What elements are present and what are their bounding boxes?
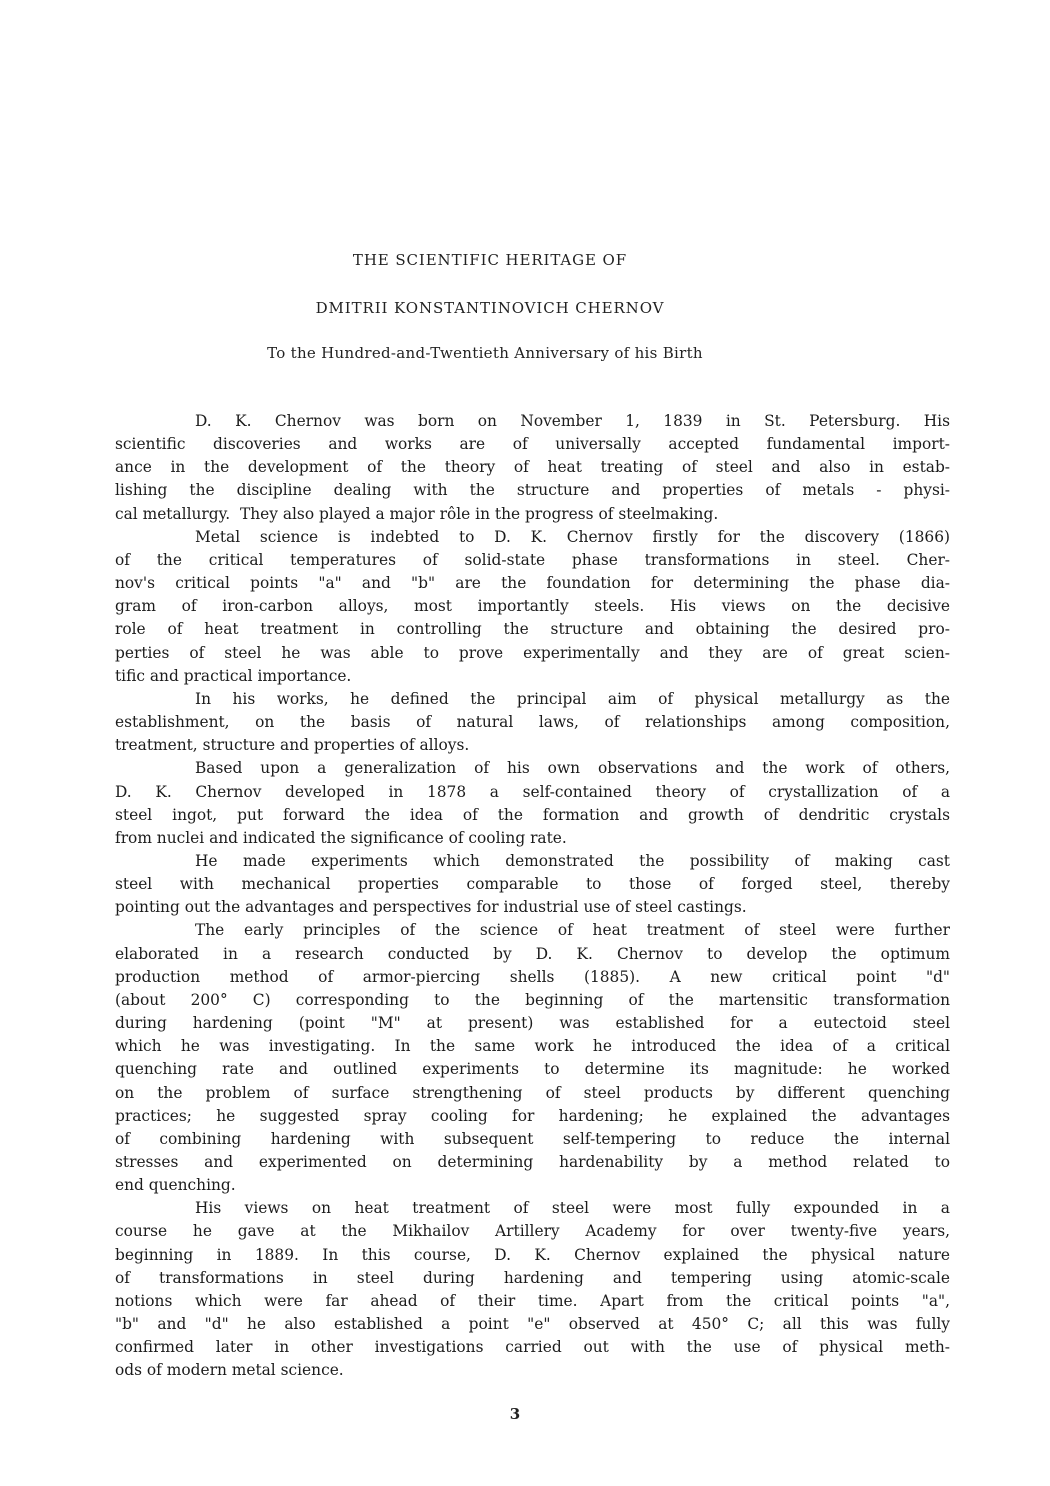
text-line: ance in the development of the theory of heat treating of steel and also in estab- bbox=[115, 458, 950, 477]
text-line: pointing out the advantages and perspectives for industrial use of steel castings. bbox=[115, 898, 747, 917]
text-line: elaborated in a research conducted by D. K. Chernov to develop the optimum bbox=[115, 944, 950, 963]
text-line: perties of steel he was able to prove experimentally and they are of great scien- bbox=[115, 643, 950, 662]
text-line: (about 200° C) corresponding to the beginning of the martensitic transformation bbox=[115, 990, 950, 1009]
text-line: nov's critical points "a" and "b" are the foundation for determining the phase dia- bbox=[115, 574, 950, 593]
title-line-2: DMITRII KONSTANTINOVICH CHERNOV bbox=[315, 299, 665, 317]
paragraph bbox=[115, 757, 950, 850]
text-line: steel with mechanical properties comparable to those of forged steel, thereby bbox=[115, 875, 950, 894]
text-line: establishment, on the basis of natural laws, of relationships among composition, bbox=[115, 713, 950, 732]
subtitle: To the Hundred-and-Twentieth Anniversary of his Birth bbox=[267, 344, 703, 362]
text-line: of combining hardening with subsequent self-tempering to reduce the internal bbox=[115, 1129, 950, 1148]
paragraph bbox=[115, 850, 950, 919]
text-line: of transformations in steel during hardening and tempering using atomic-scale bbox=[115, 1268, 950, 1287]
text-line: which he was investigating. In the same work he introduced the idea of a critical bbox=[115, 1037, 950, 1056]
paragraph bbox=[115, 526, 950, 688]
text-line: Based upon a generalization of his own observations and the work of others, bbox=[195, 759, 950, 778]
paragraph bbox=[115, 919, 950, 1197]
text-line: of the critical temperatures of solid-state phase transformations in steel. Cher- bbox=[115, 550, 950, 569]
page-number: 3 bbox=[509, 1405, 521, 1423]
text-line: treatment, structure and properties of alloys. bbox=[115, 736, 470, 755]
text-line: scientific discoveries and works are of universally accepted fundamental import- bbox=[115, 435, 950, 454]
text-line: end quenching. bbox=[115, 1176, 236, 1195]
text-line: production method of armor-piercing shells (1885). A new critical point "d" bbox=[115, 967, 950, 986]
text-line: gram of iron-carbon alloys, most importantly steels. His views on the decisive bbox=[115, 597, 950, 616]
title-line-1: THE SCIENTIFIC HERITAGE OF bbox=[352, 251, 628, 269]
paragraph bbox=[115, 1197, 950, 1382]
text-line: confirmed later in other investigations carried out with the use of physical meth- bbox=[115, 1338, 950, 1357]
text-line: on the problem of surface strengthening of steel products by different quenching bbox=[115, 1083, 950, 1102]
article-body bbox=[115, 410, 950, 1383]
text-line: lishing the discipline dealing with the structure and properties of metals - physi- bbox=[115, 481, 950, 500]
text-line: practices; he suggested spray cooling for hardening; he explained the advantages bbox=[115, 1106, 950, 1125]
text-line: In his works, he defined the principal aim of physical metallurgy as the bbox=[195, 689, 950, 708]
text-line: role of heat treatment in controlling the structure and obtaining the desired pro- bbox=[115, 620, 950, 639]
text-line: steel ingot, put forward the idea of the formation and growth of dendritic crystals bbox=[115, 805, 950, 824]
paragraph bbox=[115, 410, 950, 526]
text-line: course he gave at the Mikhailov Artillery Academy for over twenty-five years, bbox=[115, 1222, 950, 1241]
text-line: "b" and "d" he also established a point "e" observed at 450° C; all this was fully bbox=[115, 1315, 950, 1334]
text-line: tific and practical importance. bbox=[115, 666, 352, 685]
text-line: D. K. Chernov developed in 1878 a self-contained theory of crystallization of a bbox=[115, 782, 950, 801]
text-line: during hardening (point "M" at present) was established for a eutectoid steel bbox=[115, 1014, 950, 1033]
text-line: cal metallurgy. They also played a major rôle in the progress of steelmaking. bbox=[115, 504, 719, 523]
text-line: His views on heat treatment of steel were most fully expounded in a bbox=[195, 1199, 950, 1218]
paragraph bbox=[115, 688, 950, 757]
text-line: notions which were far ahead of their time. Apart from the critical points "a", bbox=[115, 1291, 950, 1310]
text-line: ods of modern metal science. bbox=[115, 1361, 344, 1380]
text-line: He made experiments which demonstrated the possibility of making cast bbox=[195, 851, 950, 870]
text-line: The early principles of the science of heat treatment of steel were further bbox=[195, 921, 950, 940]
text-line: stresses and experimented on determining hardenability by a method related to bbox=[115, 1153, 950, 1171]
text-line: from nuclei and indicated the significance of cooling rate. bbox=[115, 828, 567, 847]
text-line: D. K. Chernov was born on November 1, 1839 in St. Petersburg. His bbox=[195, 412, 950, 430]
text-line: Metal science is indebted to D. K. Chernov firstly for the discovery (1866) bbox=[195, 527, 950, 546]
text-line: beginning in 1889. In this course, D. K. Chernov explained the physical nature bbox=[115, 1245, 950, 1264]
text-line: quenching rate and outlined experiments to determine its magnitude: he worked bbox=[115, 1060, 950, 1079]
